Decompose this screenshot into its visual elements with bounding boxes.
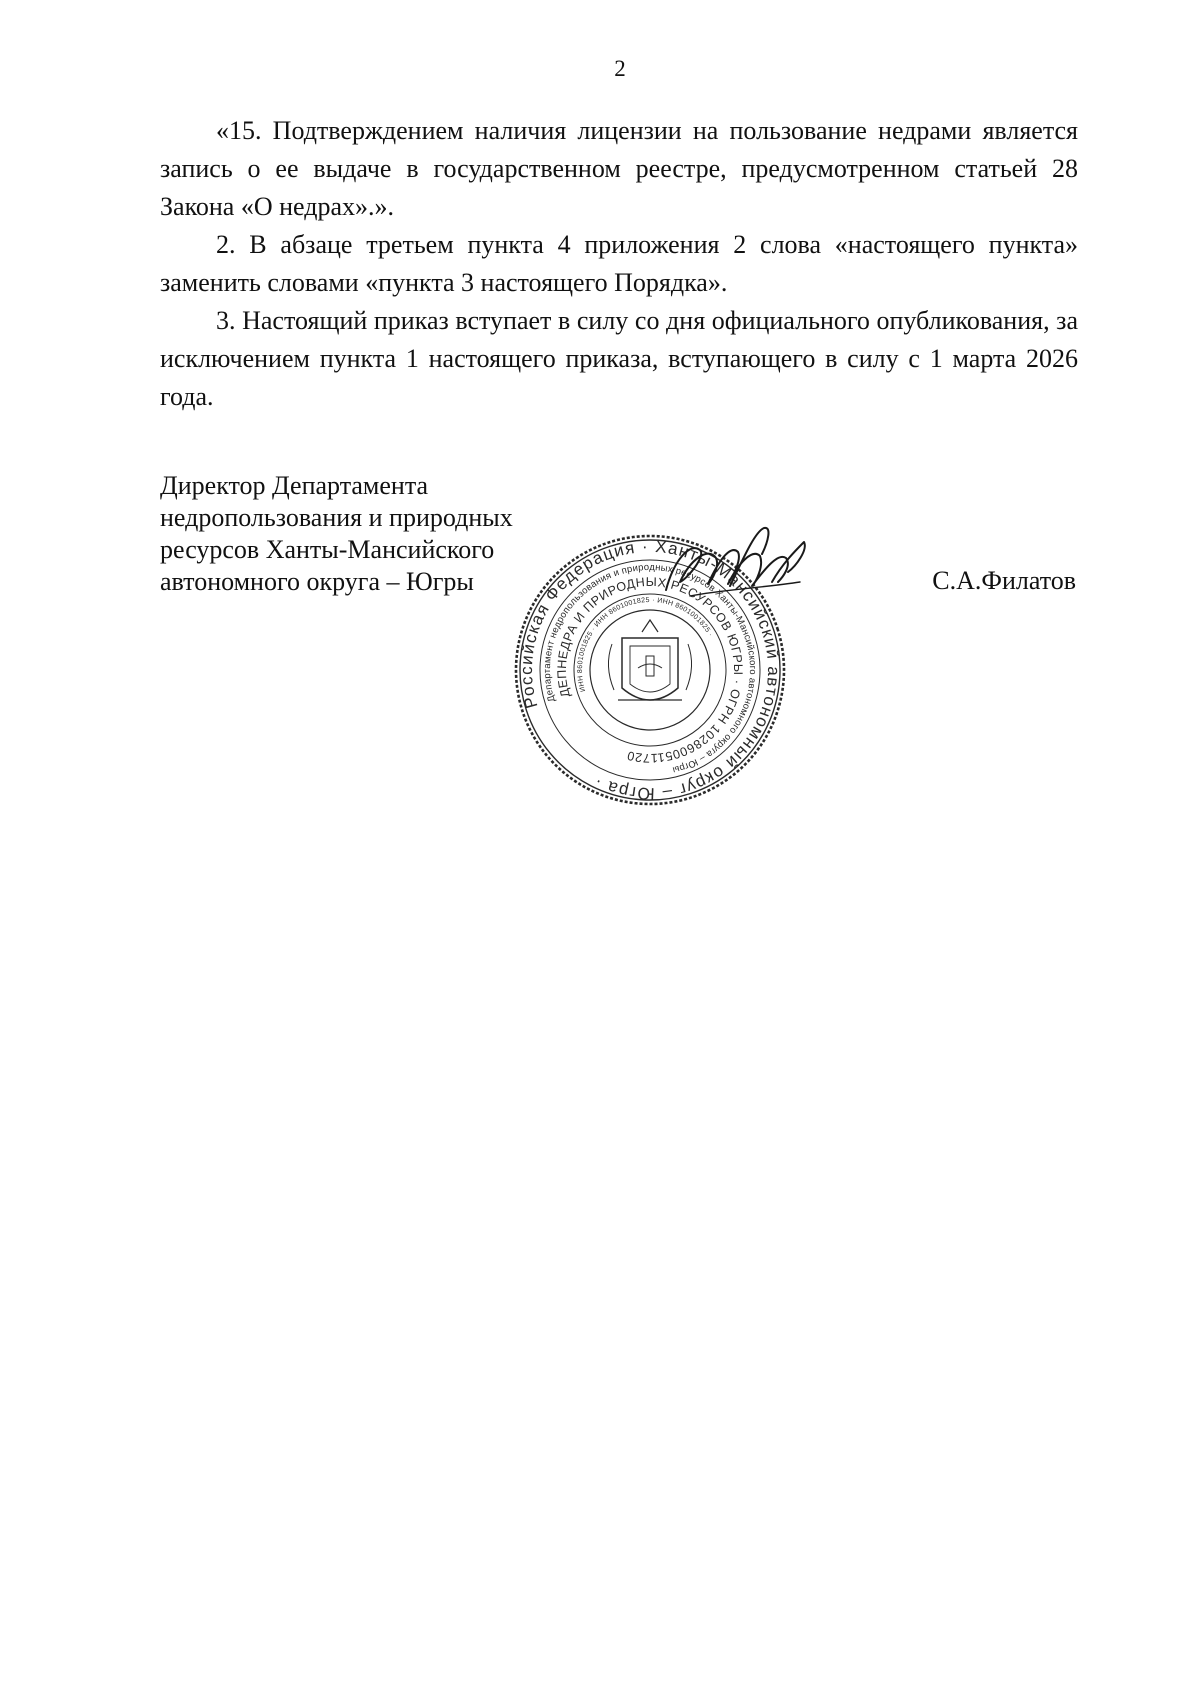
signer-position-line: недропользования и природных [160,503,513,532]
seal-outer-text: Российская Федерация · Ханты-Мансийский автономный округ – Югра · [516,536,784,804]
signer-position-line: автономного округа – Югры [160,567,474,596]
handwritten-signature [660,520,810,620]
seal-middle-text: Департамент недропользования и природных ресурсов Ханты-Мансийского автономного округа – Югры [541,561,759,776]
document-body [160,112,1078,416]
signer-position [160,470,513,598]
page-number: 2 [614,56,626,81]
seal-innermost-text: ИНН 8601001825 · ИНН 8601001825 · ИНН 8601001825 · [576,596,714,693]
paragraph-2: 2. В абзаце третьем пункта 4 приложения 2 слова «настоящего пункта» заменить словами «пункта 3 настоящего Порядка». [160,230,1078,297]
paragraph-15-text: «15. Подтверждением наличия лицензии на пользование недрами является запись о ее выдаче в государственном реестре, предусмотренном статьей 28 Закона «О недрах».». [160,116,1078,221]
seal-inner-text: ДЕПНЕДРА И ПРИРОДНЫХ РЕСУРСОВ ЮГРЫ · ОГРН 1028600511720 [554,574,746,766]
coat-of-arms-icon [608,620,691,700]
signer-name: С.А.Филатов [932,566,1076,595]
signer-position-line: Директор Департамента [160,471,429,500]
paragraph-3: 3. Настоящий приказ вступает в силу со дня официального опубликования, за исключением пункта 1 настоящего приказа, вступающего в силу с 1 марта 2026 года. [160,306,1078,411]
signer-position-line: ресурсов Ханты-Мансийского [160,535,495,564]
